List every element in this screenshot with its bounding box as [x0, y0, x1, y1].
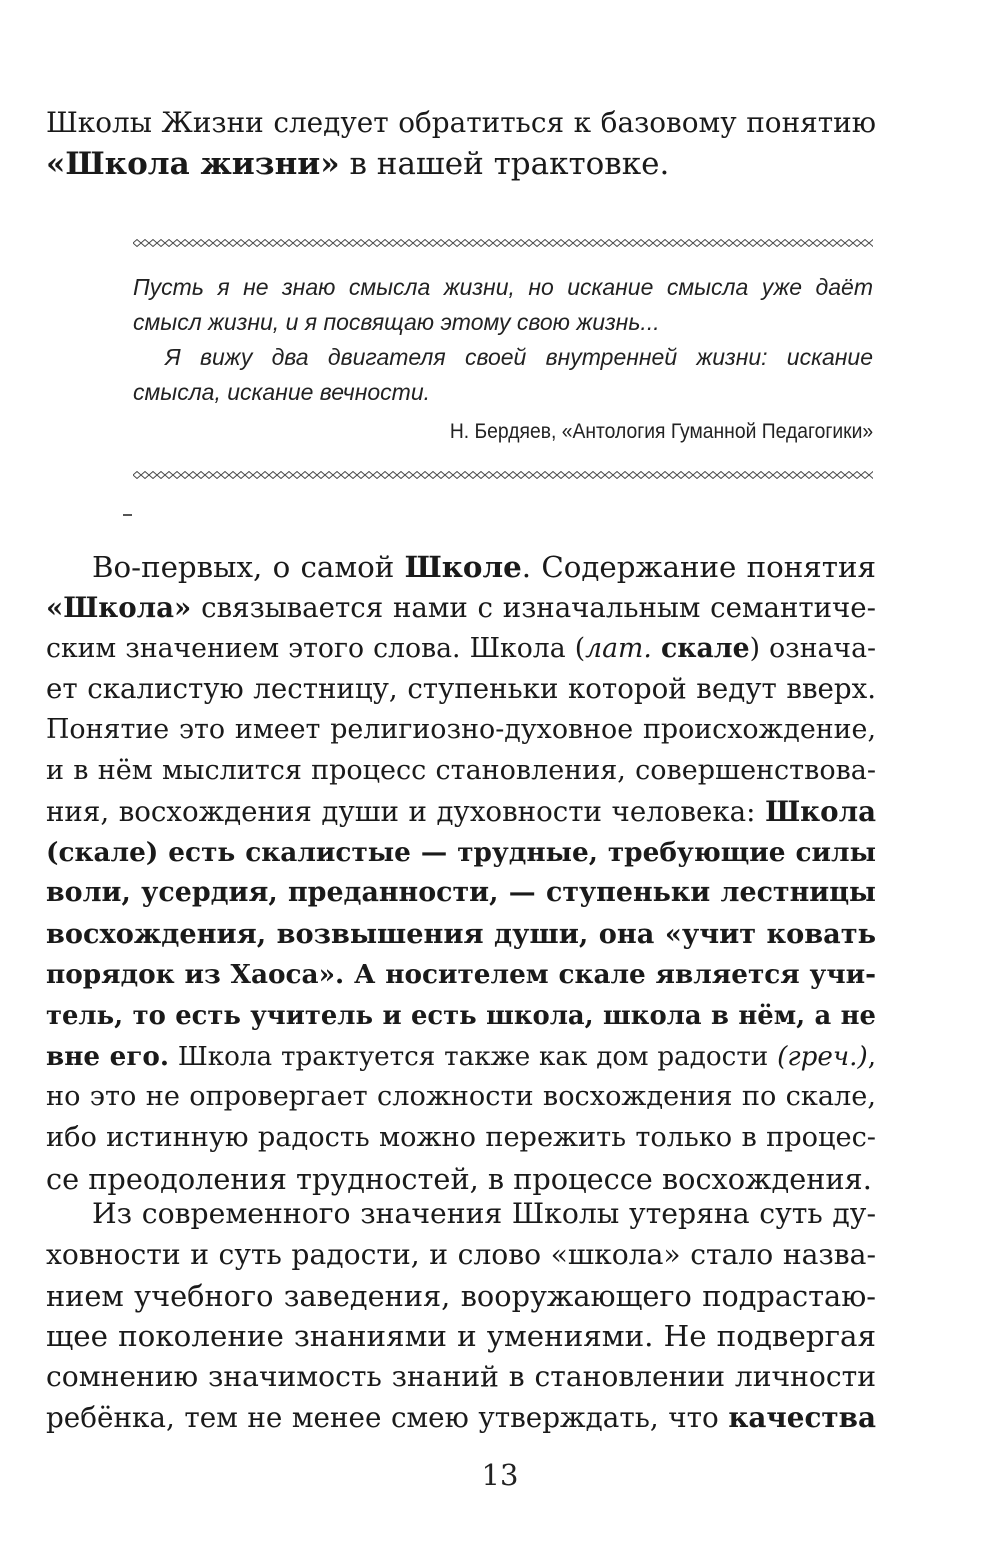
quote-line-1: Пусть я не знаю смысла жизни, но искание смысла уже даёт: [133, 274, 873, 300]
p2-line-6: ребёнка, тем не менее смею утверждать, что качества: [46, 1400, 876, 1434]
body-paragraph-2: [46, 1194, 876, 1439]
ornament-rule-top: [133, 238, 873, 248]
p1-line-2: «Школа» связывается нами с изначальным семантиче-: [46, 590, 876, 624]
p1-line-9: воли, усердия, преданности, — ступеньки лестницы: [46, 877, 876, 909]
p2-line-3: нием учебного заведения, вооружающего подрастаю-: [46, 1278, 876, 1313]
p1-line-1: Во-первых, о самой Школе. Содержание понятия: [92, 549, 876, 584]
quote-line-2: смысл жизни, и я посвящаю этому свою жизнь...: [133, 309, 660, 335]
p1-line-8: (скале) есть скалистые — трудные, требующие силы: [46, 836, 876, 868]
p1-line-3: ским значением этого слова. Школа (лат. скале) означа-: [46, 632, 876, 664]
p2-line-1: Из современного значения Школы утеряна суть ду-: [92, 1197, 876, 1230]
epigraph-quote: [133, 270, 873, 410]
intro-line-1: Школы Жизни следует обратиться к базовому понятию: [46, 106, 876, 139]
quote-line-4: смысла, искание вечности.: [133, 379, 431, 405]
p2-line-2: ховности и суть радости, и слово «школа» стало назва-: [46, 1237, 876, 1271]
p1-line-5: Понятие это имеет религиозно-духовное происхождение,: [46, 714, 876, 746]
p1-line-15: ибо истинную радость можно пережить только в процес-: [46, 1122, 876, 1154]
p1-line-13: вне его. Школа трактуется также как дом радости (греч.),: [46, 1040, 877, 1072]
page-number: 13: [481, 1458, 519, 1492]
print-speck: [123, 514, 132, 516]
intro-line-2-rest: в нашей трактовке.: [339, 145, 670, 182]
ornament-rule-bottom: [133, 470, 873, 480]
p1-line-7: ния, восхождения души и духовности человека: Школа: [46, 794, 876, 828]
p1-line-10: восхождения, возвышения души, она «учит ковать: [46, 918, 876, 951]
intro-bold-term: «Школа жизни»: [46, 145, 340, 182]
p1-line-12: тель, то есть учитель и есть школа, школа в нём, а не: [46, 1000, 876, 1031]
p2-line-4: щее поколение знаниями и умениями. Не подвергая: [46, 1319, 876, 1354]
p1-line-6: и в нём мыслится процесс становления, совершенствова-: [46, 754, 876, 786]
body-paragraph-1: [46, 547, 876, 1200]
p1-line-14: но это не опровергает сложности восхождения по скале,: [46, 1081, 876, 1113]
p2-line-5: сомнению значимость знаний в становлении личности: [46, 1360, 876, 1394]
p1-line-16: се преодоления трудностей, в процессе восхождения.: [46, 1161, 872, 1196]
intro-paragraph: [46, 103, 876, 185]
intro-line-2: [46, 144, 876, 185]
p1-line-11: порядок из Хаоса». А носителем скале является учи-: [46, 958, 876, 990]
quote-attribution: Н. Бердяев, «Антология Гуманной Педагогики»: [449, 420, 873, 443]
quote-line-3: Я вижу два двигателя своей внутренней жизни: искание: [165, 344, 873, 370]
p1-line-4: ет скалистую лестницу, ступеньки которой ведут вверх.: [46, 672, 876, 706]
